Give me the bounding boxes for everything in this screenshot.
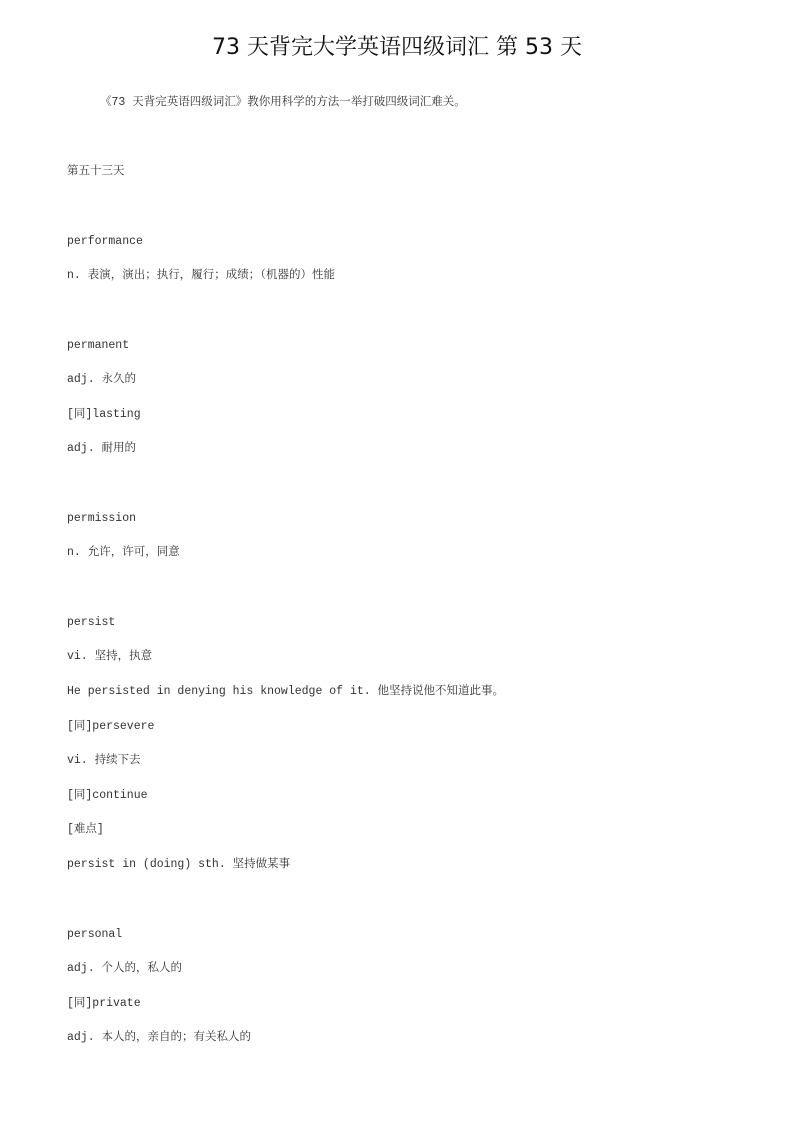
entry-synonym: [同]continue (67, 789, 148, 802)
entry-definition: vi. 坚持，执意 (67, 650, 153, 663)
intro-paragraph: 《73 天背完英语四级词汇》教你用科学的方法一举打破四级词汇难关。 (100, 96, 466, 109)
day-heading: 第五十三天 (67, 165, 125, 178)
entry-definition: adj. 本人的，亲自的；有关私人的 (67, 1031, 252, 1044)
entry-definition: adj. 耐用的 (67, 442, 137, 455)
document-title: 73 天背完大学英语四级词汇 第 53 天 (212, 35, 582, 60)
entry-definition: n. 允许，许可，同意 (67, 546, 180, 559)
entry-note-label: [难点] (67, 823, 104, 836)
entry-definition: vi. 持续下去 (67, 754, 141, 767)
entry-phrase: persist in (doing) sth. 坚持做某事 (67, 858, 291, 871)
entry-word: persist (67, 616, 116, 629)
entry-definition: n. 表演，演出；执行，履行；成绩；（机器的）性能 (67, 269, 335, 282)
entry-example: He persisted in denying his knowledge of it. 他坚持说他不知道此事。 (67, 685, 505, 698)
entry-word: permanent (67, 339, 130, 352)
entry-synonym: [同]private (67, 997, 141, 1010)
entry-synonym: [同]persevere (67, 720, 155, 733)
entry-word: performance (67, 235, 143, 248)
entry-definition: adj. 个人的，私人的 (67, 962, 183, 975)
entry-synonym: [同]lasting (67, 408, 141, 421)
entry-word: personal (67, 928, 123, 941)
entry-definition: adj. 永久的 (67, 373, 137, 386)
entry-word: permission (67, 512, 137, 525)
